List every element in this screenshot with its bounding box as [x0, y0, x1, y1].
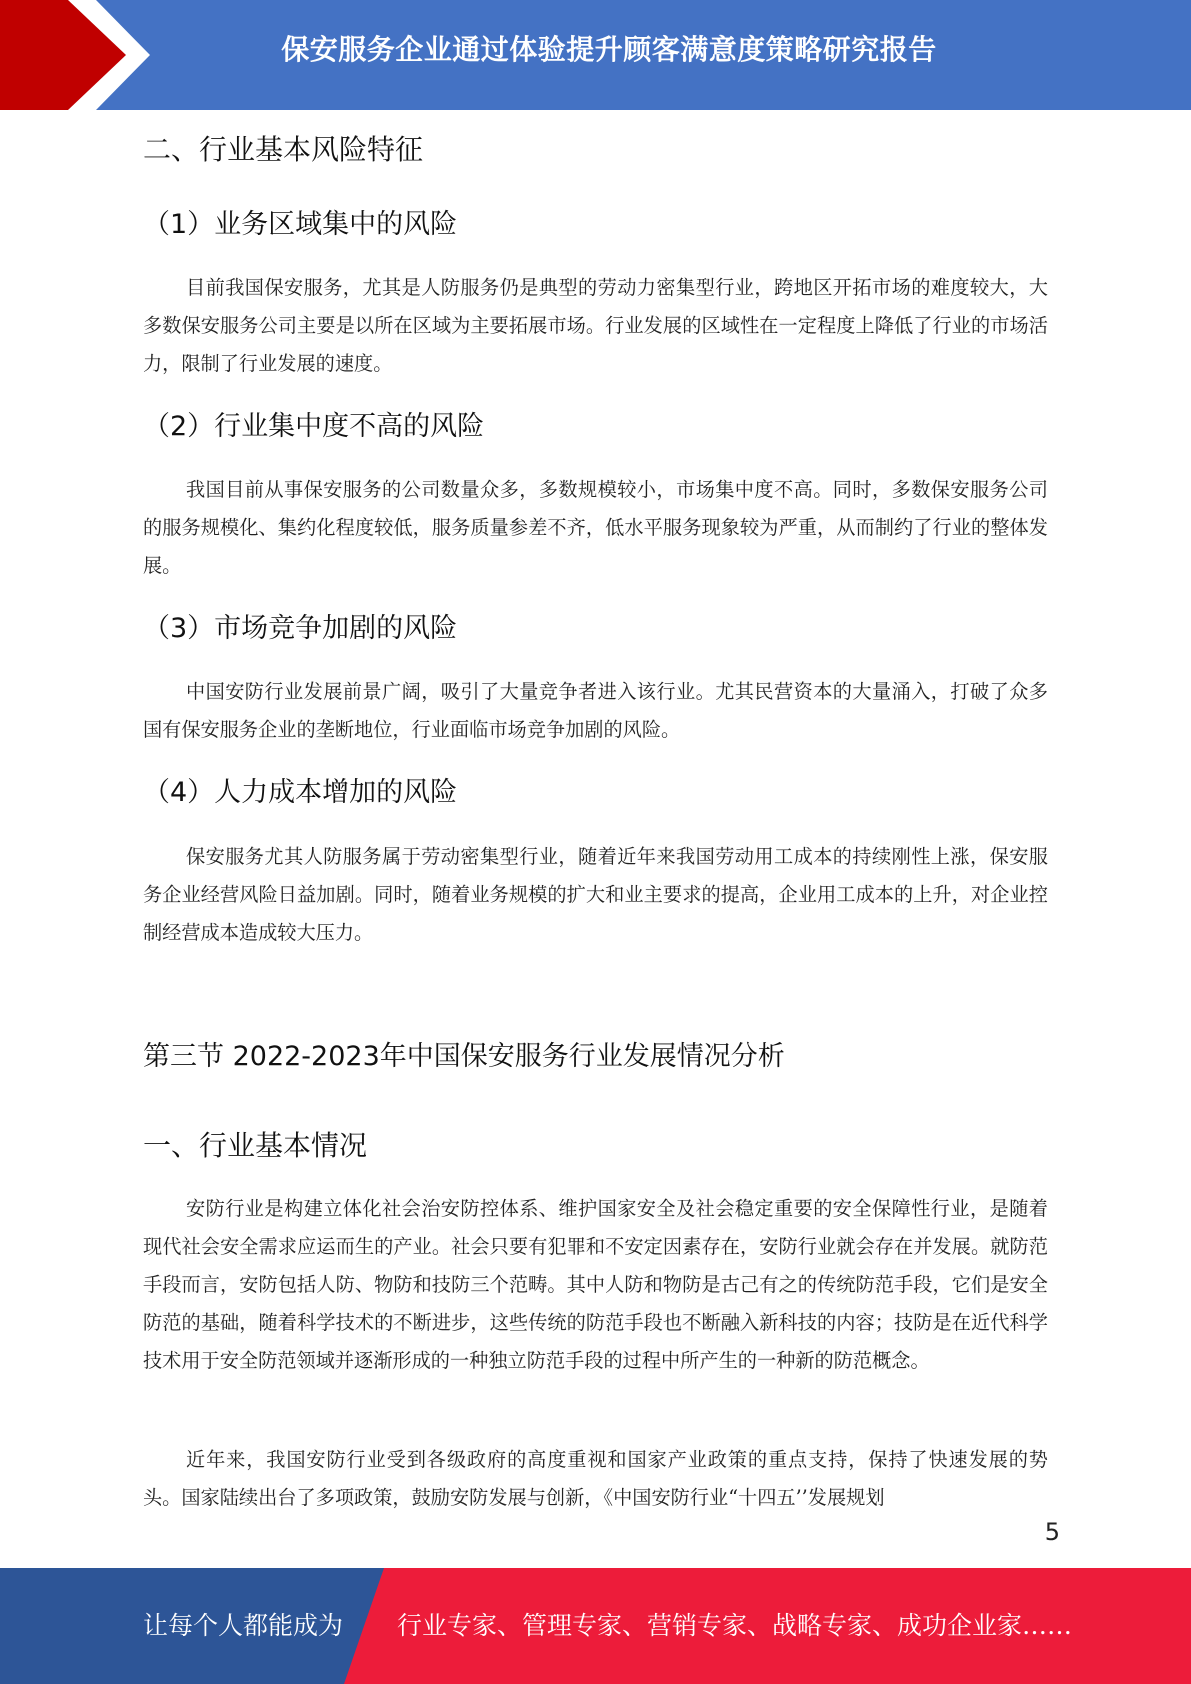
- footer-slogan-right: 行业专家、管理专家、营销专家、战略专家、成功企业家……: [397, 1611, 1073, 1640]
- paragraph-risk-3: 中国安防行业发展前景广阔，吸引了大量竞争者进入该行业。尤其民营资本的大量涌入，打破了众多国有保安服务企业的垄断地位，行业面临市场竞争加剧的风险。: [143, 680, 1048, 741]
- section-heading-risk: 二、行业基本风险特征: [143, 133, 424, 166]
- paragraph-basic-1: 安防行业是构建立体化社会治安防控体系、维护国家安全及社会稳定重要的安全保障性行业，是随着现代社会安全需求应运而生的产业。社会只要有犯罪和不安定因素存在，安防行业就会存在并发展。就防范手段而言，安防包括人防、物防和技防三个范畴。其中人防和物防是古己有之的传统防范手段，它们是安全防范的基础，随着科学技术的不断进步，这些传统的防范手段也不断融入新科技的内容；技防是在近代科学技术用于安全防范领域并逐渐形成的一种独立防范手段的过程中所产生的一种新的防范概念。: [143, 1197, 1048, 1372]
- paragraph-risk-1: 目前我国保安服务，尤其是人防服务仍是典型的劳动力密集型行业，跨地区开拓市场的难度较大，大多数保安服务公司主要是以所在区域为主要拓展市场。行业发展的区域性在一定程度上降低了行业的市场活力，限制了行业发展的速度。: [143, 276, 1048, 375]
- report-title: 保安服务企业通过体验提升顾客满意度策略研究报告: [281, 33, 937, 66]
- footer-banner: [0, 1568, 1191, 1684]
- footer-slogan-left: 让每个人都能成为: [143, 1611, 344, 1640]
- subheading-risk-3: （3）市场竞争加剧的风险: [143, 613, 458, 644]
- paragraph-risk-2: 我国目前从事保安服务的公司数量众多，多数规模较小，市场集中度不高。同时，多数保安服务公司的服务规模化、集约化程度较低，服务质量参差不齐，低水平服务现象较为严重，从而制约了行业的整体发展。: [143, 478, 1048, 577]
- page-number: 5: [1044, 1518, 1060, 1546]
- header-banner: [0, 0, 1191, 110]
- subheading-risk-2: （2）行业集中度不高的风险: [143, 411, 485, 442]
- section-title-3: 第三节 2022-2023年中国保安服务行业发展情况分析: [143, 1041, 785, 1072]
- subheading-risk-4: （4）人力成本增加的风险: [143, 777, 458, 808]
- paragraph-basic-2: 近年来，我国安防行业受到各级政府的高度重视和国家产业政策的重点支持，保持了快速发展的势头。国家陆续出台了多项政策，鼓励安防发展与创新，《中国安防行业“十四五’’发展规划: [143, 1448, 1048, 1509]
- section-heading-basic: 一、行业基本情况: [143, 1129, 368, 1162]
- subheading-risk-1: （1）业务区域集中的风险: [143, 209, 458, 240]
- paragraph-risk-4: 保安服务尤其人防服务属于劳动密集型行业，随着近年来我国劳动用工成本的持续刚性上涨，保安服务企业经营风险日益加剧。同时，随着业务规模的扩大和业主要求的提高，企业用工成本的上升，对企业控制经营成本造成较大压力。: [143, 845, 1048, 944]
